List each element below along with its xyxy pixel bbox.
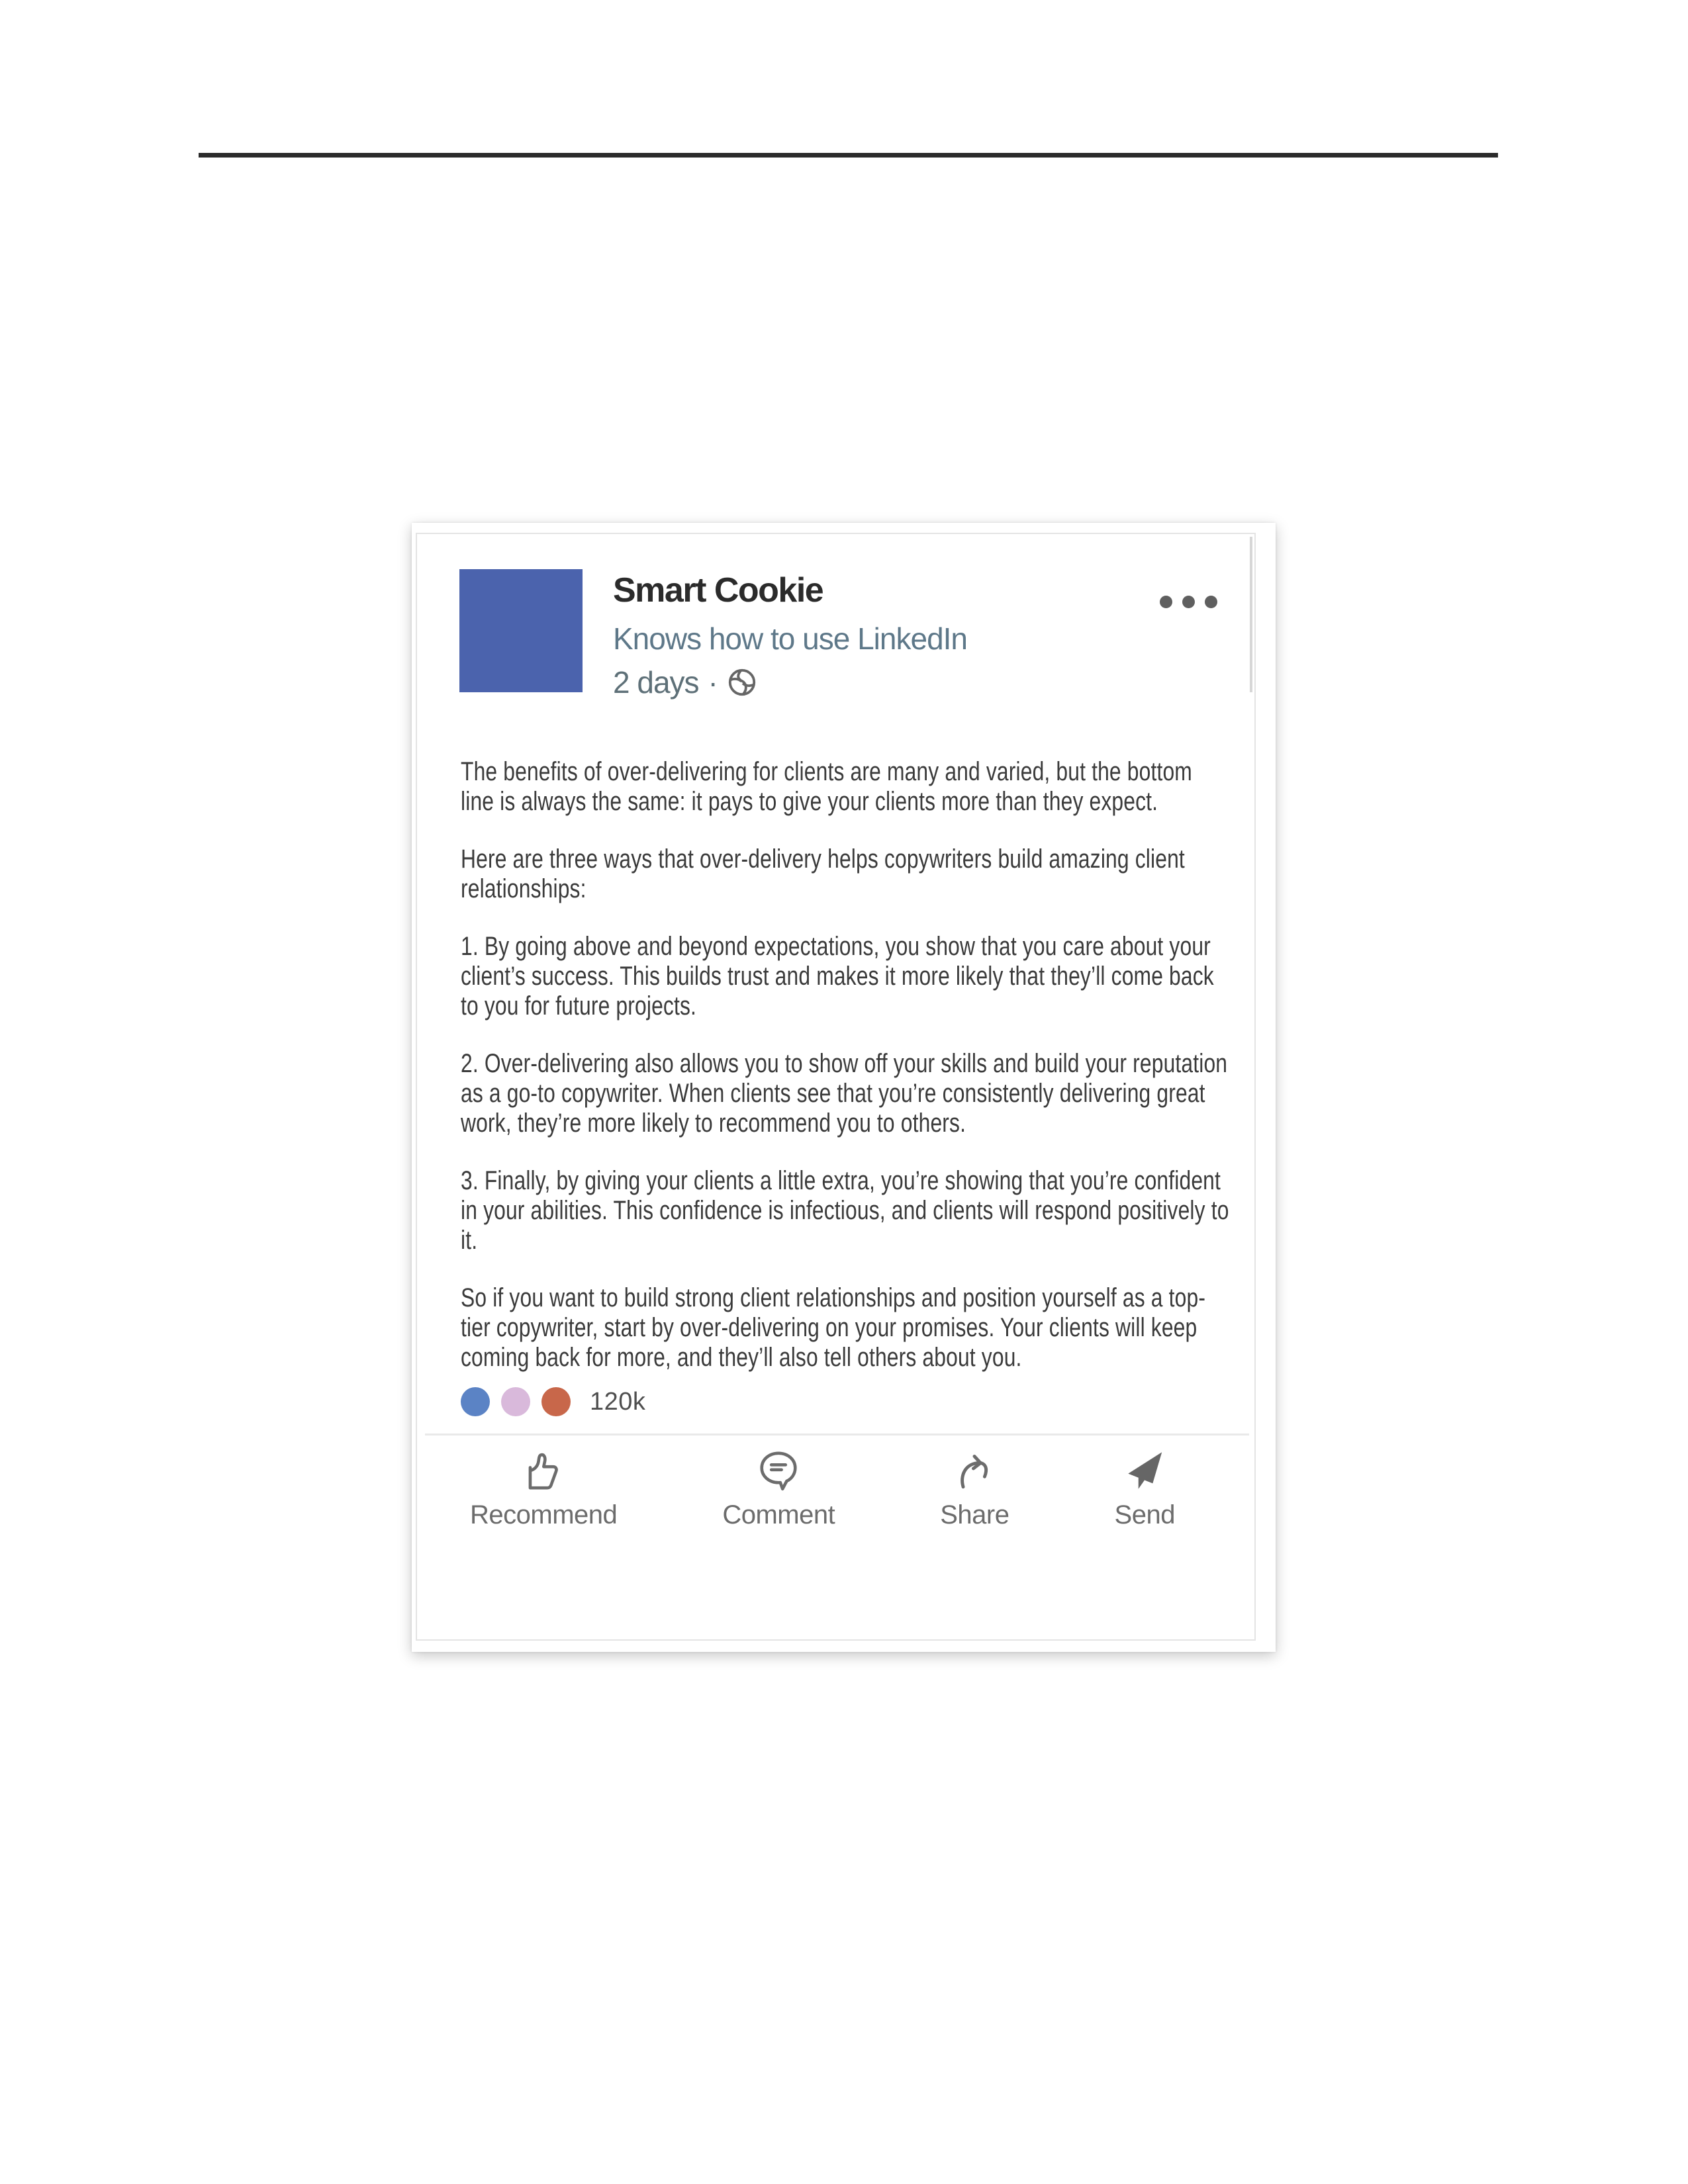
reaction-count[interactable]: 120k xyxy=(590,1387,646,1416)
post-menu-button[interactable] xyxy=(1160,569,1217,608)
action-bar xyxy=(417,1435,1254,1530)
reaction-celebrate-icon[interactable] xyxy=(501,1387,530,1416)
post-paragraph: The benefits of over-delivering for clients are many and varied, but the bottom line is always the same: it pays to give your clients more than they expect. xyxy=(461,757,1192,817)
reactions-bar[interactable] xyxy=(417,1387,1254,1416)
reaction-like-icon[interactable] xyxy=(461,1387,490,1416)
ellipsis-icon xyxy=(1160,596,1172,608)
action-label: Send xyxy=(1114,1500,1175,1530)
thumbs-up-icon xyxy=(519,1446,568,1495)
reaction-love-icon[interactable] xyxy=(541,1387,571,1416)
meta-separator: · xyxy=(708,665,718,700)
ellipsis-icon xyxy=(1205,596,1217,608)
linkedin-post-card xyxy=(416,533,1256,1641)
page-top-rule xyxy=(199,153,1498,158)
post-header xyxy=(417,534,1254,700)
action-label: Recommend xyxy=(470,1500,618,1530)
post-paragraph: Here are three ways that over-delivery helps copywriters build amazing client relationships: xyxy=(461,844,1185,904)
comment-button[interactable] xyxy=(722,1446,835,1530)
scrollbar[interactable] xyxy=(1250,537,1252,692)
post-paragraph: 2. Over-delivering also allows you to show off your skills and build your reputation as a go-to copywriter. When clients see that you’re consistently delivering great work, they’re more likely to recommend you to others. xyxy=(461,1049,1228,1138)
ellipsis-icon xyxy=(1182,596,1195,608)
post-body xyxy=(417,757,1254,1373)
post-meta xyxy=(613,664,967,700)
author-name[interactable]: Smart Cookie xyxy=(613,571,823,610)
post-paragraph: 1. By going above and beyond expectations, you show that you care about your client’s success. This builds trust and makes it more likely that they’ll come back to you for future projects. xyxy=(461,932,1214,1021)
post-paragraph: 3. Finally, by giving your clients a little extra, you’re showing that you’re confident in your abilities. This confidence is infectious, and clients will respond positively to it. xyxy=(461,1166,1229,1255)
linkedin-post-screenshot xyxy=(412,523,1276,1652)
post-time: 2 days xyxy=(613,665,699,700)
action-label: Share xyxy=(940,1500,1009,1530)
post-paragraph: So if you want to build strong client relationships and position yourself as a top-tier copywriter, start by over-delivering on your promises. Your clients will keep coming back for more, and they’ll also tell others about you. xyxy=(461,1283,1206,1373)
share-icon xyxy=(950,1446,999,1495)
comment-icon xyxy=(754,1446,803,1495)
avatar[interactable] xyxy=(459,569,583,692)
author-info xyxy=(613,569,967,700)
recommend-button[interactable] xyxy=(470,1446,617,1530)
globe-icon xyxy=(727,667,757,698)
send-button[interactable] xyxy=(1115,1446,1175,1530)
author-headline: Knows how to use LinkedIn xyxy=(613,621,968,657)
action-label: Comment xyxy=(722,1500,835,1530)
share-button[interactable] xyxy=(940,1446,1009,1530)
send-icon xyxy=(1120,1446,1169,1495)
